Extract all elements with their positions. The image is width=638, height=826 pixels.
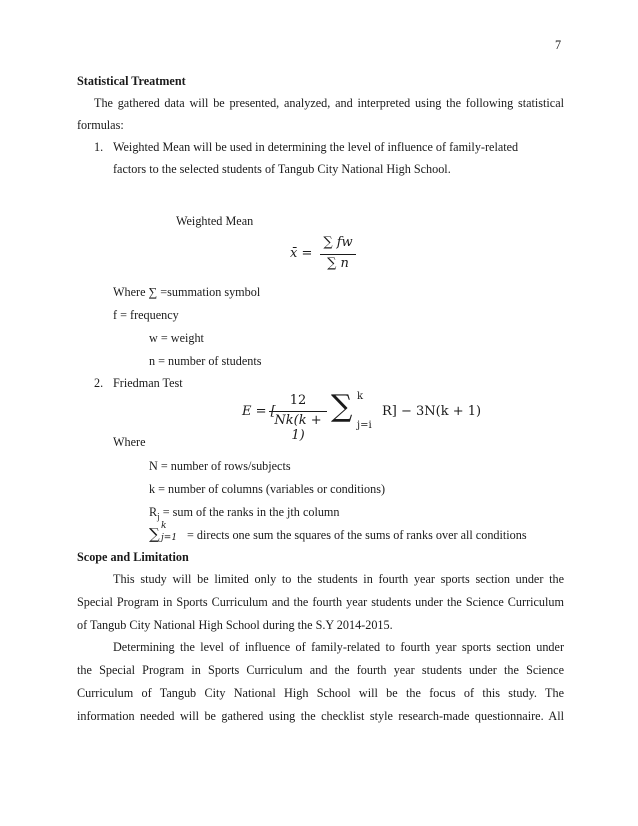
item-1-line-2: factors to the selected students of Tangub City National High School. <box>113 162 451 176</box>
scope-paragraph-2-line-3: Curriculum of Tangub City National High School will be the focus of this study. The <box>77 686 564 700</box>
item-2-title: Friedman Test <box>113 376 183 390</box>
definition-Rj <box>149 505 340 521</box>
weighted-mean-denominator: ∑ n <box>327 256 349 271</box>
weighted-mean-lhs: x̄ = <box>290 246 313 261</box>
definition-k: k = number of columns (variables or conditions) <box>149 482 386 496</box>
friedman-numerator: 12 <box>289 393 307 408</box>
section-heading-scope-and-limitation: Scope and Limitation <box>77 550 189 564</box>
page-number: 7 <box>555 38 562 52</box>
weighted-mean-fraction-bar <box>320 254 356 255</box>
definition-f: f = frequency <box>113 308 179 322</box>
friedman-sigma: ∑ <box>331 389 353 424</box>
scope-paragraph-1-line-3: of Tangub City National High School during the S.Y 2014-2015. <box>77 618 393 632</box>
friedman-rhs: R] − 3N(k + 1) <box>382 404 482 419</box>
item-1-line-1: Weighted Mean will be used in determining the level of influence of family-related <box>113 140 519 154</box>
weighted-mean-label: Weighted Mean <box>176 214 254 228</box>
where-summation: Where ∑ =summation symbol <box>113 285 261 299</box>
weighted-mean-numerator: ∑ fw <box>323 235 353 250</box>
definition-N: N = number of rows/subjects <box>149 459 291 473</box>
friedman-sigma-bottom: j=i <box>357 420 372 431</box>
scope-paragraph-2-line-1: Determining the level of influence of family-related to fourth year sports section under <box>113 640 564 654</box>
scope-paragraph-2-line-4: information needed will be gathered using the checklist style research-made questionnaire. All <box>77 709 564 723</box>
scope-paragraph-2-line-2: the Special Program in Sports Curriculum and the fourth year students under the Science <box>77 663 564 677</box>
definition-sum-top: k <box>161 521 167 531</box>
item-1-number: 1. <box>94 140 104 154</box>
friedman-lhs: E = [ <box>242 404 276 419</box>
friedman-fraction-bar <box>269 411 327 412</box>
definition-Rj-subscript: j <box>157 511 160 522</box>
definition-Rj-text: = sum of the ranks in the jth column <box>159 505 340 519</box>
section-heading-statistical-treatment: Statistical Treatment <box>77 74 186 88</box>
friedman-sigma-top: k <box>357 391 364 402</box>
scope-paragraph-1-line-1: This study will be limited only to the students in fourth year sports section under the <box>113 572 564 586</box>
intro-line-1: The gathered data will be presented, analyzed, and interpreted using the following statistical <box>94 96 564 110</box>
item-2-number: 2. <box>94 376 104 390</box>
where-friedman: Where <box>113 435 146 449</box>
friedman-denominator: Nk(k + 1) <box>274 413 322 443</box>
definition-sum-text: = directs one sum the squares of the sums of ranks over all conditions <box>187 528 527 542</box>
definition-sum-bottom: j=1 <box>161 533 178 543</box>
definition-sum-sigma: ∑ <box>149 525 160 543</box>
definition-n: n = number of students <box>149 354 262 368</box>
intro-line-2: formulas: <box>77 118 124 132</box>
definition-Rj-symbol: R <box>149 505 158 519</box>
scope-paragraph-1-line-2: Special Program in Sports Curriculum and the fourth year students under the Science Curriculum <box>77 595 564 609</box>
definition-w: w = weight <box>149 331 204 345</box>
